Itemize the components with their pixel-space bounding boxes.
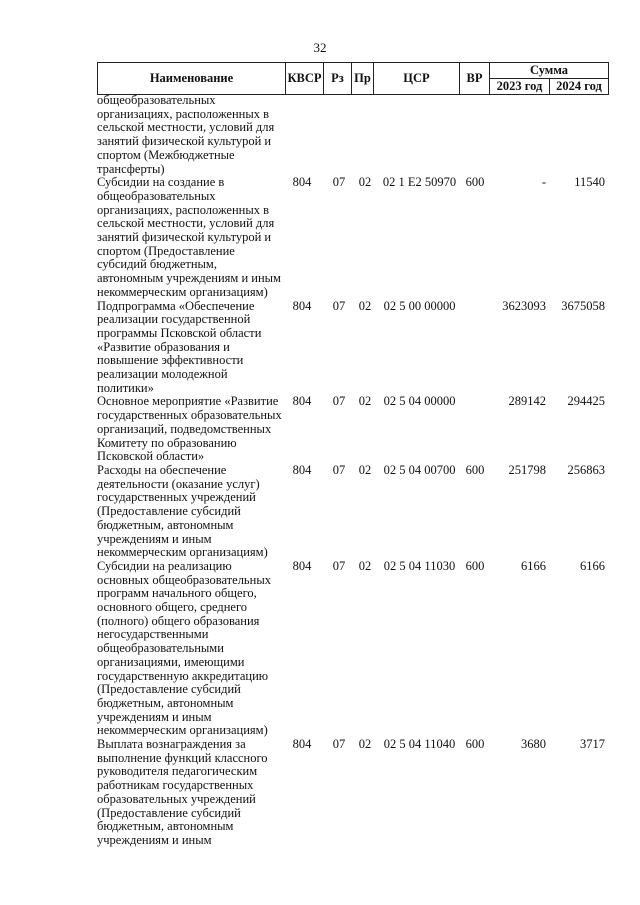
row-name-line: бюджетным, автономным: [97, 517, 234, 532]
row-name: [97, 738, 282, 848]
cell-kvsr: 804: [292, 558, 312, 573]
header-kvsr: КВСР: [286, 63, 324, 95]
header-year-2023: 2023 год: [490, 79, 550, 95]
cell-s2024: 256863: [567, 462, 605, 477]
row-name-line: сельской местности, условий для: [97, 120, 275, 135]
row-name-line: программ начального общего,: [97, 586, 257, 601]
header-csr: ЦСР: [374, 63, 460, 95]
row-name: [97, 464, 282, 560]
row-name: [97, 300, 282, 396]
row-name-line: Выплата вознаграждения за: [97, 737, 246, 752]
row-name-line: Основное мероприятие «Развитие: [97, 394, 279, 409]
cell-rz: 07: [332, 558, 346, 573]
row-name-line: некоммерческим организациям): [97, 545, 268, 560]
row-name-line: организациях, расположенных в: [97, 202, 270, 217]
cell-s2024: 3717: [580, 737, 605, 752]
cell-s2024: 11540: [574, 175, 605, 190]
row-name-line: повышение эффективности: [97, 353, 244, 368]
row-name-line: трансферты): [97, 161, 165, 176]
cell-kvsr: 804: [292, 737, 312, 752]
cell-vr: 600: [465, 175, 485, 190]
row-name-line: выполнение функций классного: [97, 750, 268, 765]
cell-s2024: 6166: [580, 558, 605, 573]
cell-kvsr: 804: [292, 394, 312, 409]
row-name-line: спортом (Межбюджетные: [97, 147, 235, 162]
row-name-line: программы Псковской области: [97, 325, 262, 340]
row-name-line: реализации молодежной: [97, 367, 228, 382]
row-name-line: Псковской области»: [97, 449, 205, 464]
row-name: [97, 560, 282, 738]
header-year-2024: 2024 год: [550, 79, 609, 95]
row-name-line: автономным учреждениям и иным: [97, 271, 281, 286]
cell-kvsr: 804: [292, 462, 312, 477]
cell-vr: 600: [465, 737, 485, 752]
header-pr: Пр: [352, 63, 374, 95]
cell-rz: 07: [332, 298, 346, 313]
row-name-line: (полного) общего образования: [97, 613, 260, 628]
row-name-line: деятельности (оказание услуг): [97, 476, 260, 491]
cell-s2023: 289142: [508, 394, 546, 409]
cell-pr: 02: [358, 175, 372, 190]
row-name-line: работникам государственных: [97, 778, 254, 793]
cell-csr: 02 5 00 00000: [383, 298, 456, 313]
row-name-line: «Развитие образования и: [97, 339, 230, 354]
row-name-line: учреждениям и иным: [97, 709, 212, 724]
row-name-line: субсидий бюджетным,: [97, 257, 217, 272]
cell-rz: 07: [332, 462, 346, 477]
row-name-line: реализации государственной: [97, 312, 251, 327]
table-row: [0, 738, 640, 848]
cell-kvsr: 804: [292, 175, 312, 190]
cell-s2024: 294425: [567, 394, 605, 409]
table-body: [0, 94, 640, 848]
row-name-line: бюджетным, автономным: [97, 819, 234, 834]
row-name-line: (Предоставление субсидий: [97, 682, 241, 697]
row-name-line: государственных учреждений: [97, 490, 256, 505]
row-name-line: организациями, имеющими: [97, 654, 245, 669]
row-name-line: общеобразовательных: [97, 93, 216, 107]
row-name-line: некоммерческим организациям): [97, 284, 268, 299]
row-name-line: занятий физической культурой и: [97, 230, 272, 245]
row-name-line: Субсидии на реализацию: [97, 558, 232, 573]
row-name-line: основного общего, среднего: [97, 600, 248, 615]
row-name-line: учреждениям и иным: [97, 531, 212, 546]
cell-pr: 02: [358, 737, 372, 752]
row-name: [97, 176, 282, 299]
cell-rz: 07: [332, 175, 346, 190]
cell-s2023: 6166: [521, 558, 546, 573]
cell-csr: 02 5 04 00000: [383, 394, 456, 409]
row-name-line: политики»: [97, 380, 154, 395]
row-name-line: Расходы на обеспечение: [97, 462, 227, 477]
cell-s2024: 3675058: [561, 298, 605, 313]
cell-pr: 02: [358, 462, 372, 477]
header-name: Наименование: [98, 63, 286, 95]
row-name-line: организаций, подведомственных: [97, 421, 272, 436]
table-row: [0, 464, 640, 560]
cell-vr: 600: [465, 462, 485, 477]
table-row: [0, 560, 640, 738]
cell-s2023: 3680: [521, 737, 546, 752]
cell-csr: 02 1 Е2 50970: [382, 175, 457, 190]
row-name-line: организациях, расположенных в: [97, 106, 270, 121]
cell-s2023: -: [541, 175, 546, 190]
table-row: [0, 94, 640, 176]
cell-csr: 02 5 04 11040: [383, 737, 456, 752]
row-name-line: Комитету по образованию: [97, 435, 237, 450]
row-name-line: общеобразовательных: [97, 188, 216, 203]
row-name-line: Подпрограмма «Обеспечение: [97, 298, 255, 313]
row-name-line: Субсидии на создание в: [97, 175, 225, 190]
cell-s2023: 3623093: [502, 298, 546, 313]
table-row: [0, 300, 640, 396]
row-name-line: государственных образовательных: [97, 408, 282, 423]
header-rz: Рз: [324, 63, 352, 95]
row-name-line: учреждениям и иным: [97, 832, 212, 847]
row-name-line: (Предоставление субсидий: [97, 504, 241, 519]
row-name-line: бюджетным, автономным: [97, 695, 234, 710]
row-name-line: основных общеобразовательных: [97, 572, 271, 587]
row-name: [97, 94, 282, 176]
table-header: [97, 62, 609, 95]
cell-kvsr: 804: [292, 298, 312, 313]
page-number: 32: [313, 40, 327, 55]
row-name-line: (Предоставление субсидий: [97, 805, 241, 820]
row-name-line: образовательных учреждений: [97, 791, 256, 806]
cell-csr: 02 5 04 00700: [383, 462, 456, 477]
cell-rz: 07: [332, 394, 346, 409]
row-name-line: занятий физической культурой и: [97, 134, 272, 149]
row-name-line: негосударственными: [97, 627, 209, 642]
cell-pr: 02: [358, 298, 372, 313]
table-row: [0, 395, 640, 464]
table-row: [0, 176, 640, 299]
row-name-line: спортом (Предоставление: [97, 243, 235, 258]
cell-pr: 02: [358, 394, 372, 409]
header-vr: ВР: [460, 63, 490, 95]
row-name-line: некоммерческим организациям): [97, 723, 268, 738]
row-name-line: сельской местности, условий для: [97, 216, 275, 231]
cell-vr: 600: [465, 558, 485, 573]
row-name-line: государственную аккредитацию: [97, 668, 269, 683]
cell-pr: 02: [358, 558, 372, 573]
row-name: [97, 395, 282, 464]
cell-rz: 07: [332, 737, 346, 752]
cell-csr: 02 5 04 11030: [383, 558, 456, 573]
header-sum: Сумма: [490, 63, 609, 79]
cell-s2023: 251798: [508, 462, 546, 477]
row-name-line: руководителя педагогическим: [97, 764, 258, 779]
row-name-line: общеобразовательными: [97, 641, 224, 656]
